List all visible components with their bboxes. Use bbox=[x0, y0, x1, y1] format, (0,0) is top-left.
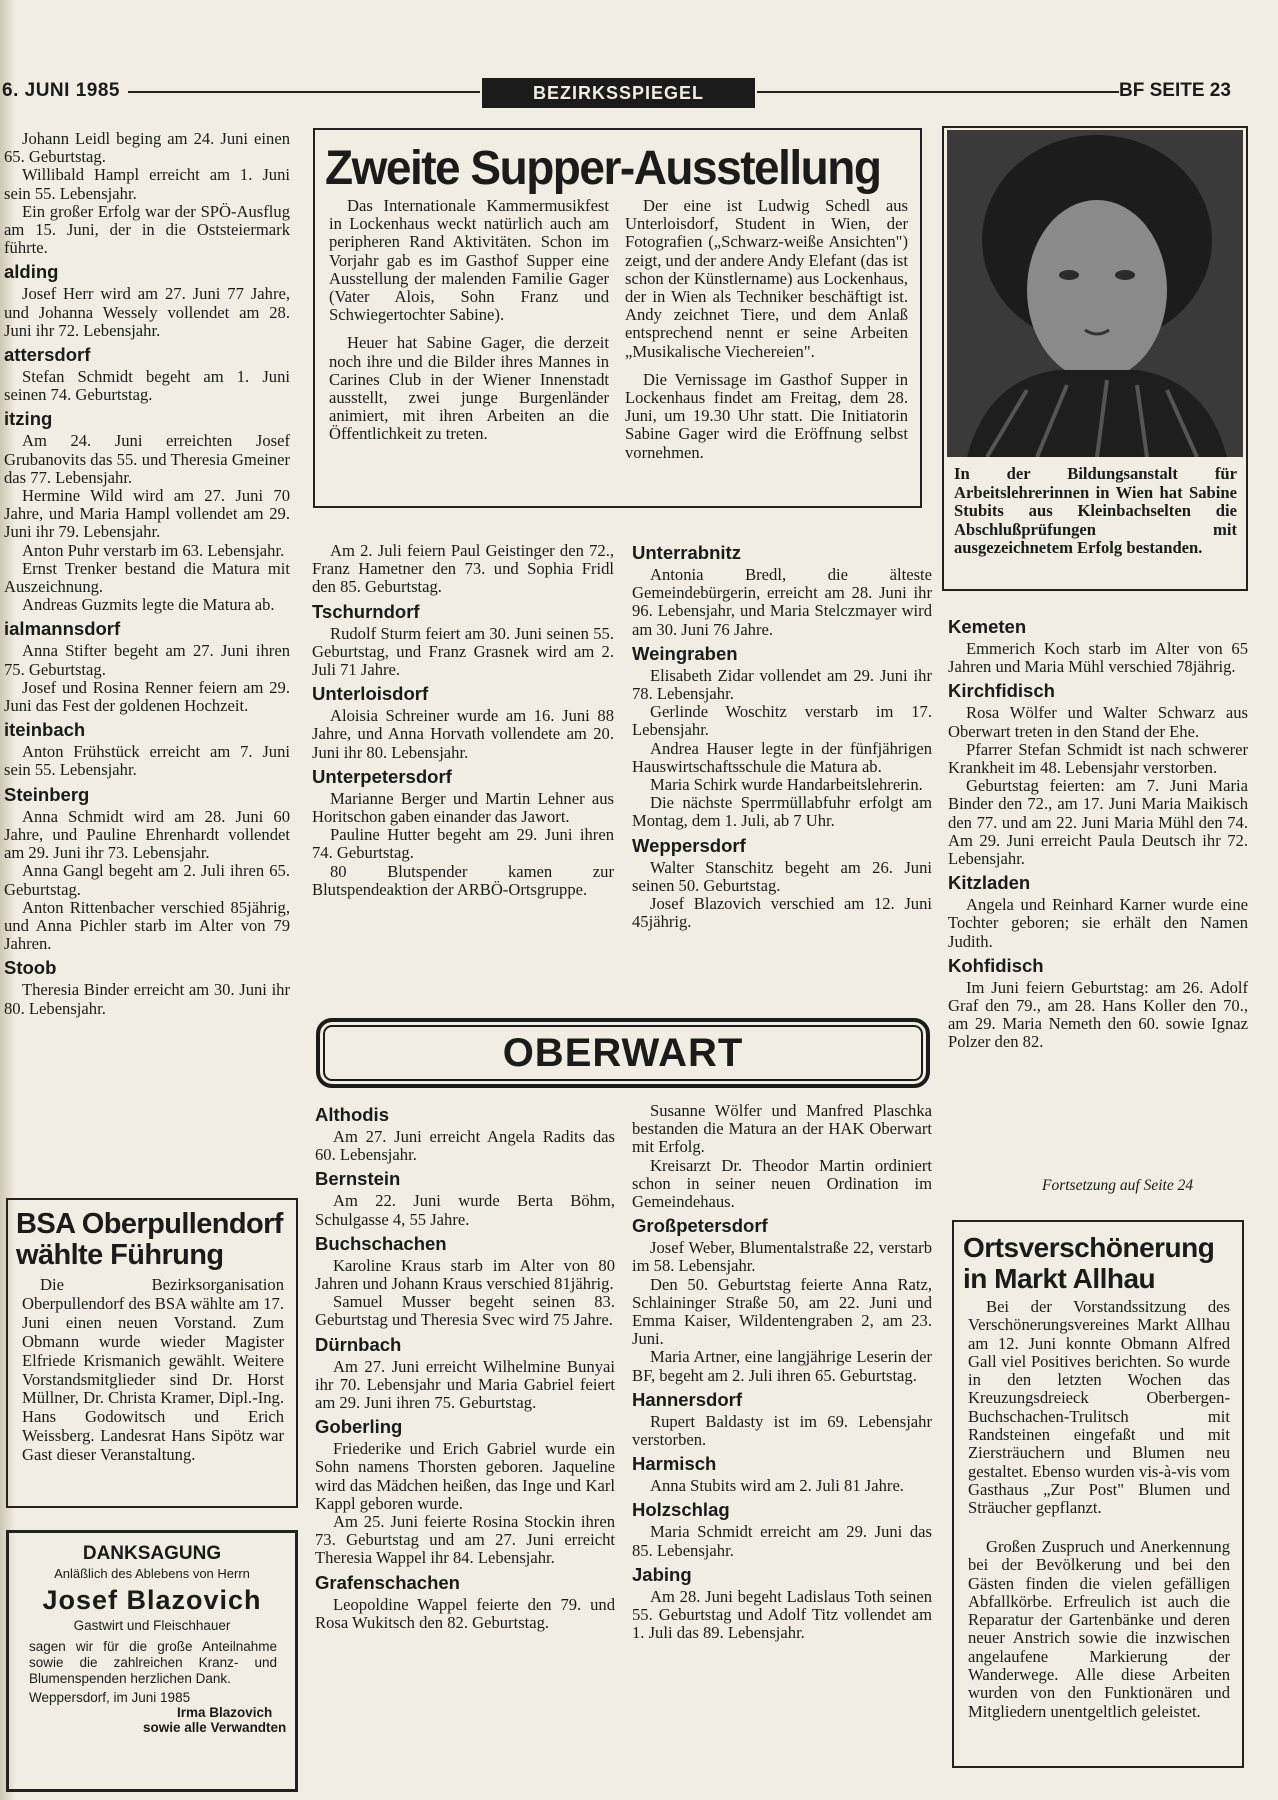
local-news-2-paragraph: Rudolf Sturm feiert am 30. Juni seinen 55. Geburtstag, und Franz Grasnek wird am 2. Juli 71 Jahre. bbox=[312, 623, 614, 680]
oberwart-news-1-heading: Althodis bbox=[315, 1104, 389, 1125]
column-local-news-1 bbox=[4, 130, 290, 1182]
local-news-1-paragraph: Anton Rittenbacher verschied 85jährig, und Anna Pichler starb im Alter von 79 Jahren. bbox=[4, 897, 290, 954]
local-news-2-paragraph: 80 Blutspender kamen zur Blutspendeaktion der ARBÖ-Ortsgruppe. bbox=[312, 861, 614, 899]
oberwart-news-2-paragraph: Susanne Wölfer und Manfred Plaschka bestanden die Matura an der HAK Oberwart mit Erfolg. bbox=[632, 1102, 932, 1157]
local-news-3-paragraph: Die nächste Sperrmüllabfuhr erfolgt am Montag, dem 1. Juli, ab 7 Uhr. bbox=[632, 793, 932, 831]
header-rule-left bbox=[128, 91, 480, 93]
local-news-1-paragraph: Stefan Schmidt begeht am 1. Juni seinen 74. Geburtstag. bbox=[4, 367, 290, 405]
local-news-1-paragraph: Josef Herr wird am 27. Juni 77 Jahre, und Johanna Wessely vollendet am 28. Juni ihr 72. Lebensjahr. bbox=[4, 284, 290, 340]
continuation-note: Fortsetzung auf Seite 24 bbox=[1042, 1177, 1194, 1194]
oberwart-news-2-heading: Großpetersdorf bbox=[632, 1215, 768, 1237]
local-news-4-paragraph: Rosa Wölfer und Walter Schwarz aus Oberwart treten in den Stand der Ehe. bbox=[948, 703, 1248, 741]
notice-danksagung-text: sagen wir für die große Anteilnahme sowie die zahlreichen Kranz- und Blumenspenden herzlichen Dank. bbox=[29, 1639, 277, 1687]
local-news-3-paragraph: Andrea Hauser legte in der fünfjährigen Hauswirtschaftsschule die Matura ab. bbox=[632, 738, 932, 776]
local-news-4-heading: Kemeten bbox=[948, 616, 1027, 637]
oberwart-news-2-heading: Jabing bbox=[632, 1563, 692, 1585]
local-news-3-heading: Weppersdorf bbox=[632, 834, 746, 856]
header-date: 6. JUNI 1985 bbox=[2, 80, 120, 101]
oberwart-news-1-paragraph: Am 27. Juni erreicht Wilhelmine Bunyai ihr 70. Lebensjahr und Maria Gabriel feiert am 29. Juni ihren 75. Geburtstag. bbox=[315, 1356, 615, 1413]
article-orts-box bbox=[952, 1220, 1244, 1768]
local-news-2-heading: Unterloisdorf bbox=[312, 683, 429, 705]
local-news-4-paragraph: Geburtstag feierten: am 7. Juni Maria Binder den 72., am 17. Juni Maria Maikisch den 77. und am 22. Juni Maria Mühl den 74. Am 29. Juni erreicht Paula Deutsch ihr 72. Lebensjahr. bbox=[948, 776, 1248, 869]
oberwart-news-1-heading: Bernstein bbox=[315, 1168, 401, 1190]
local-news-1-paragraph: Anna Stifter begeht am 27. Juni ihren 75. Geburtstag. bbox=[4, 641, 290, 679]
header-section-label: BEZIRKSSPIEGEL bbox=[532, 82, 705, 103]
oberwart-news-1-paragraph: Karoline Kraus starb im Alter von 80 Jahren und Johann Kraus verschied 81jährig. bbox=[315, 1255, 615, 1294]
oberwart-news-2-paragraph: Rupert Baldasty ist im 69. Lebensjahr verstorben. bbox=[632, 1411, 932, 1450]
local-news-3-paragraph: Walter Stanschitz begeht am 26. Juni seinen 50. Geburtstag. bbox=[632, 857, 932, 895]
local-news-1-paragraph: Ernst Trenker bestand die Matura mit Auszeichnung. bbox=[4, 558, 290, 597]
local-news-1-paragraph: Anton Frühstück erreicht am 7. Juni sein 55. Lebensjahr. bbox=[4, 742, 290, 780]
oberwart-news-2-paragraph: Den 50. Geburtstag feierte Anna Ratz, Schlaininger Straße 50, am 22. Juni und Emma Kaiser, Wildentengraben 2, am 23. Juni. bbox=[632, 1274, 932, 1349]
oberwart-news-1-heading: Buchschachen bbox=[315, 1232, 447, 1254]
header-section-badge bbox=[482, 78, 755, 108]
oberwart-news-2-heading: Holzschlag bbox=[632, 1499, 730, 1521]
local-news-1-heading: itzing bbox=[4, 408, 53, 430]
local-news-3-heading: Unterrabnitz bbox=[632, 542, 741, 563]
portrait-illustration bbox=[947, 130, 1243, 457]
article-bsa-text: Die Bezirksorganisation Oberpullendorf des BSA wählte am 17. Juni einen neuen Vorstand. Zum Obmann wurde wieder Magister Elfriede Krismanich gewählt. Weitere Vorstandsmitglieder sind Dr. Horst Müllner, Dr. Christa Kramer, Dipl.-Ing. Hans Godowitsch und Erich Weissberg. Landesrat Hans Sipötz war Gast dieser Veranstaltung. bbox=[22, 1275, 284, 1465]
local-news-2-heading: Tschurndorf bbox=[312, 600, 420, 622]
oberwart-news-2-paragraph: Anna Stubits wird am 2. Juli 81 Jahre. bbox=[650, 1476, 904, 1496]
oberwart-title: OBERWART bbox=[502, 1031, 744, 1075]
oberwart-news-1-paragraph: Am 27. Juni erreicht Angela Radits das 60. Lebensjahr. bbox=[315, 1127, 615, 1165]
local-news-1-paragraph: Anna Gangl begeht am 2. Juli ihren 65. Geburtstag. bbox=[4, 861, 290, 899]
local-news-3-paragraph: Gerlinde Woschitz verstarb im 17. Lebensjahr. bbox=[632, 702, 932, 740]
local-news-3-paragraph: Elisabeth Zidar vollendet am 29. Juni ihr 78. Lebensjahr. bbox=[632, 665, 932, 704]
local-news-1-heading: alding bbox=[4, 261, 59, 283]
notice-danksagung-name: Josef Blazovich bbox=[42, 1585, 262, 1615]
article-orts-title: Ortsverschönerung in Markt Allhau bbox=[963, 1232, 1215, 1294]
oberwart-news-2-paragraph: Maria Artner, eine langjährige Leserin der BF, begeht am 2. Juli ihren 65. Geburtstag. bbox=[632, 1347, 932, 1385]
oberwart-news-1-heading: Goberling bbox=[315, 1416, 403, 1438]
article-supper-paragraph: Die Vernissage im Gasthof Supper in Lockenhaus findet am Freitag, dem 28. Juni, um 19.30 Uhr statt. Die Initiatorin Sabine Gager wird die Eröffnung selbst vornehmen. bbox=[625, 369, 908, 462]
article-supper-paragraph: Heuer hat Sabine Gager, die derzeit noch ihre und die Bilder ihres Mannes in Carines Club in der Wiener Innenstadt ausstellt, zwei junge Burgenländer animiert, mit ihren Arbeiten an die Öffentlichkeit zu treten. bbox=[329, 333, 609, 444]
local-news-3-paragraph: Josef Blazovich verschied am 12. Juni 45jährig. bbox=[632, 894, 932, 932]
article-orts-p1: Bei der Vorstandssitzung des Verschönerungsvereines Markt Allhau am 12. Juni konnte Obmann Alfred Gall viel Positives berichten. So wurde in den letzten Wochen das Kreuzungsdreieck Oberbergen-Buchschachen-Trulitsch mit Randsteinen eingefaßt und mit Ziersträuchern und Blumen neu gestaltet. Ebenso wurden vis-à-vis vom Gasthaus „Zur Post" Blumen und Sträucher gepflanzt. bbox=[968, 1297, 1230, 1518]
local-news-1-heading: Stoob bbox=[4, 957, 57, 979]
local-news-4-heading: Kirchfidisch bbox=[948, 680, 1055, 702]
notice-danksagung-title: DANKSAGUNG bbox=[82, 1543, 222, 1564]
article-supper-box bbox=[313, 128, 922, 508]
oberwart-news-2-paragraph: Josef Weber, Blumentalstraße 22, verstarb im 58. Lebensjahr. bbox=[632, 1238, 932, 1276]
local-news-1-paragraph: Anna Schmidt wird am 28. Juni 60 Jahre, und Pauline Ehrenhardt vollendet am 29. Juni ihr 73. Lebensjahr. bbox=[4, 806, 290, 863]
oberwart-news-2-paragraph: Kreisarzt Dr. Theodor Martin ordiniert schon in seiner neuen Ordination im Gemeindehaus. bbox=[632, 1155, 932, 1212]
oberwart-news-1-paragraph: Am 22. Juni wurde Berta Böhm, Schulgasse 4, 55 Jahre. bbox=[315, 1191, 615, 1229]
oberwart-news-1-paragraph: Leopoldine Wappel feierte den 79. und Rosa Wukitsch den 82. Geburtstag. bbox=[315, 1594, 615, 1632]
column-local-news-3 bbox=[632, 538, 932, 993]
local-news-3-heading: Weingraben bbox=[632, 642, 738, 664]
local-news-3-paragraph: Maria Schirk wurde Handarbeitslehrerin. bbox=[650, 775, 923, 795]
column-local-news-4 bbox=[948, 612, 1248, 1172]
oberwart-news-1-heading: Grafenschachen bbox=[315, 1571, 460, 1593]
local-news-1-heading: ialmannsdorf bbox=[4, 618, 121, 640]
article-bsa-box bbox=[6, 1198, 298, 1508]
oberwart-news-2-heading: Hannersdorf bbox=[632, 1388, 742, 1410]
local-news-4-paragraph: Im Juni feiern Geburtstag: am 26. Adolf Graf den 79., am 28. Hans Koller den 70., am 29. Maria Nemeth den 60. sowie Ignaz Polzer den 82. bbox=[948, 977, 1248, 1052]
oberwart-news-1-paragraph: Friederike und Erich Gabriel wurde ein Sohn namens Thorsten geboren. Jaqueline wird das Mädchen heißen, das Inge und Karl Kappl geboren wurde. bbox=[315, 1439, 615, 1513]
portrait-photo bbox=[947, 130, 1243, 457]
local-news-2-heading: Unterpetersdorf bbox=[312, 765, 452, 787]
oberwart-news-2-paragraph: Maria Schmidt erreicht am 29. Juni das 85. Lebensjahr. bbox=[632, 1522, 932, 1560]
notice-danksagung-sign2: sowie alle Verwandten bbox=[143, 1719, 287, 1735]
local-news-4-heading: Kohfidisch bbox=[948, 954, 1044, 976]
local-news-2-paragraph: Am 2. Juli feiern Paul Geistinger den 72., Franz Hametner den 73. und Sophia Fridl den 85. Geburtstag. bbox=[312, 542, 614, 597]
oberwart-news-1-heading: Dürnbach bbox=[315, 1333, 402, 1355]
column-oberwart-1 bbox=[315, 1100, 615, 1790]
local-news-4-paragraph: Emmerich Koch starb im Alter von 65 Jahren und Maria Mühl verschied 78jährig. bbox=[948, 639, 1248, 677]
local-news-1-heading: iteinbach bbox=[4, 719, 86, 741]
oberwart-news-2-heading: Harmisch bbox=[632, 1453, 717, 1475]
local-news-1-paragraph: Am 24. Juni erreichten Josef Grubanovits das 55. und Theresia Gmeiner das 77. Lebensjahr. bbox=[4, 431, 290, 487]
local-news-1-paragraph: Josef und Rosina Renner feiern am 29. Juni das Fest der goldenen Hochzeit. bbox=[4, 677, 290, 716]
article-supper-col-left bbox=[329, 197, 609, 444]
local-news-1-paragraph: Theresia Binder erreicht am 30. Juni ihr 80. Lebensjahr. bbox=[4, 980, 290, 1018]
oberwart-news-1-paragraph: Samuel Musser begeht seinen 83. Geburtstag und Theresia Svec wird 75 Jahre. bbox=[315, 1292, 615, 1330]
photo-caption: In der Bildungsanstalt für Arbeitslehrerinnen in Wien hat Sabine Stubits aus Kleinbachselten die Abschlußprüfungen mit ausgezeichnetem Erfolg bestanden. bbox=[954, 464, 1237, 557]
local-news-4-paragraph: Pfarrer Stefan Schmidt ist nach schwerer Krankheit im 48. Lebensjahr verstorben. bbox=[948, 739, 1248, 778]
article-supper-col-right bbox=[625, 197, 908, 462]
local-news-2-paragraph: Aloisia Schreiner wurde am 16. Juni 88 Jahre, und Anna Horvath vollendete am 20. Juni ihr 80. Lebensjahr. bbox=[312, 706, 614, 762]
local-news-4-paragraph: Angela und Reinhard Karner wurde eine Tochter geboren; sie erhält den Namen Judith. bbox=[948, 895, 1248, 951]
notice-danksagung-sign1: Irma Blazovich bbox=[177, 1704, 273, 1720]
local-news-1-paragraph: Hermine Wild wird am 27. Juni 70 Jahre, und Maria Hampl vollendet am 29. Juni ihr 79. Lebensjahr. bbox=[4, 486, 290, 542]
local-news-1-paragraph: Andreas Guzmits legte die Matura ab. bbox=[22, 595, 275, 615]
notice-danksagung-place: Weppersdorf, im Juni 1985 bbox=[29, 1689, 191, 1705]
article-supper-title: Zweite Supper-Ausstellung bbox=[325, 139, 881, 195]
header-rule-right bbox=[757, 91, 1119, 93]
local-news-2-paragraph: Pauline Hutter begeht am 29. Juni ihren 74. Geburtstag. bbox=[312, 825, 614, 863]
notice-danksagung-box bbox=[6, 1530, 298, 1792]
notice-danksagung-sub: Anläßlich des Ablebens von Herrn bbox=[54, 1566, 250, 1581]
local-news-1-paragraph: Anton Puhr verstarb im 63. Lebensjahr. bbox=[22, 540, 285, 560]
oberwart-news-1-paragraph: Am 25. Juni feierte Rosina Stockin ihren 73. Geburtstag und am 27. Juni erreicht Theresia Wappel ihr 84. Lebensjahr. bbox=[315, 1512, 615, 1568]
local-news-1-paragraph: Johann Leidl beging am 24. Juni einen 65. Geburtstag. bbox=[4, 130, 290, 167]
local-news-4-heading: Kitzladen bbox=[948, 872, 1031, 894]
column-local-news-2 bbox=[312, 542, 614, 1027]
article-supper-paragraph: Das Internationale Kammermusikfest in Lockenhaus weckt natürlich auch am peripheren Rand Aktivitäten. Schon im Vorjahr gab es im Gasthof Supper eine Ausstellung der malenden Familie Gager (Vater Alois, Sohn Franz und Schwiegertochter Sabine). bbox=[329, 196, 609, 325]
local-news-1-heading: Steinberg bbox=[4, 783, 90, 805]
notice-danksagung-job: Gastwirt und Fleischhauer bbox=[73, 1618, 231, 1633]
header-page-number: BF SEITE 23 bbox=[1119, 80, 1231, 101]
article-bsa-title: BSA Oberpullendorf wählte Führung bbox=[16, 1208, 283, 1271]
oberwart-banner bbox=[316, 1018, 930, 1088]
local-news-1-heading: attersdorf bbox=[4, 344, 91, 366]
local-news-2-paragraph: Marianne Berger und Martin Lehner aus Horitschon gaben einander das Jawort. bbox=[312, 788, 614, 827]
column-oberwart-2 bbox=[632, 1102, 932, 1792]
local-news-3-paragraph: Antonia Bredl, die älteste Gemeindebürgerin, erreicht am 28. Juni ihr 96. Lebensjahr, und Maria Stelczmayer wird am 30. Juni 76 Jahre. bbox=[632, 565, 932, 639]
oberwart-news-2-paragraph: Am 28. Juni begeht Ladislaus Toth seinen 55. Geburtstag und Adolf Titz vollendet am 1. Juli das 89. Lebensjahr. bbox=[632, 1586, 932, 1643]
local-news-1-paragraph: Ein großer Erfolg war der SPÖ-Ausflug am 15. Juni, der in die Oststeiermark führte. bbox=[4, 201, 290, 258]
article-supper-paragraph: Der eine ist Ludwig Schedl aus Unterloisdorf, Student in Wien, der Fotografien („Schwarz-weiße Ansichten") zeigt, und der andere Andy Elefant (das ist schon der Künstlername) aus Lockenhaus, der in Wien als Techniker beschäftigt ist. Andy zeichnet Tiere, und dem Anlaß entsprechend nennt er seine Arbeiten „Musikalische Viechereien". bbox=[625, 196, 908, 361]
article-orts-p2: Großen Zuspruch und Anerkennung bei der Bevölkerung und bei den Gästen finden die vielen gefälligen Abfallkörbe. Erfreulich ist auch die Reparatur der Gartenbänke und deren neuer Anstrich sowie die inzwischen angelaufene Markierung der Wanderwege. Alle diese Arbeiten wurden von den Funktionären und Mitgliedern unentgeltlich geleistet. bbox=[968, 1537, 1230, 1721]
local-news-1-paragraph: Willibald Hampl erreicht am 1. Juni sein 55. Lebensjahr. bbox=[4, 165, 290, 203]
